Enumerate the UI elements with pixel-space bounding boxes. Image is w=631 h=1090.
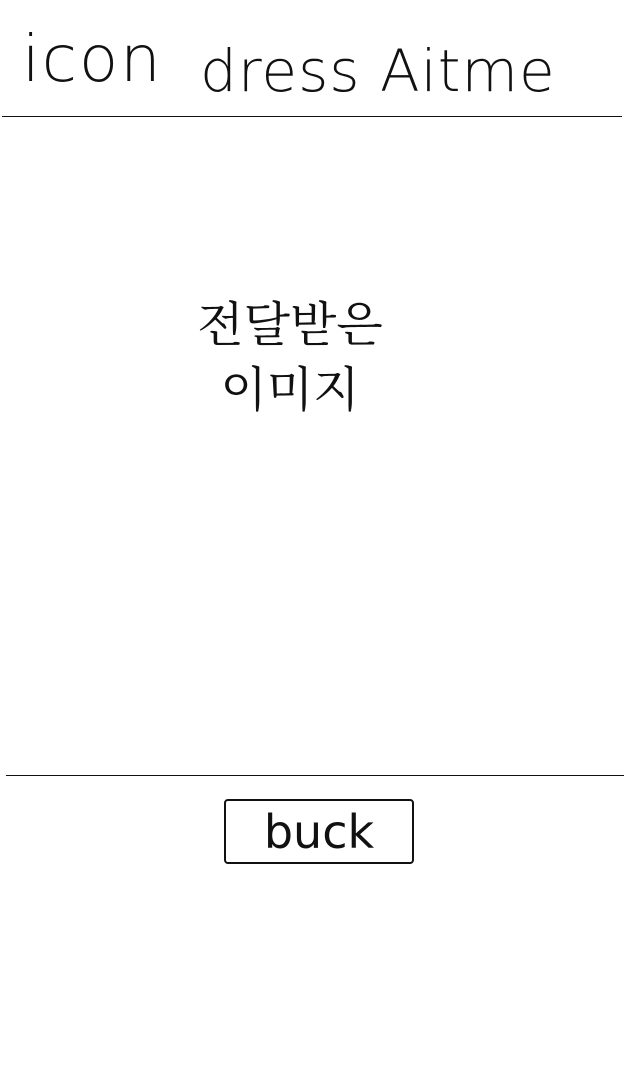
footer-divider bbox=[6, 775, 624, 776]
app-title: dress Aitme bbox=[200, 37, 556, 105]
header-icon[interactable]: icon bbox=[22, 23, 163, 97]
image-content-area bbox=[0, 117, 631, 776]
header bbox=[0, 0, 631, 118]
received-image-placeholder: 전달받은 이미지 bbox=[197, 297, 383, 418]
back-button[interactable]: buck bbox=[224, 799, 414, 864]
